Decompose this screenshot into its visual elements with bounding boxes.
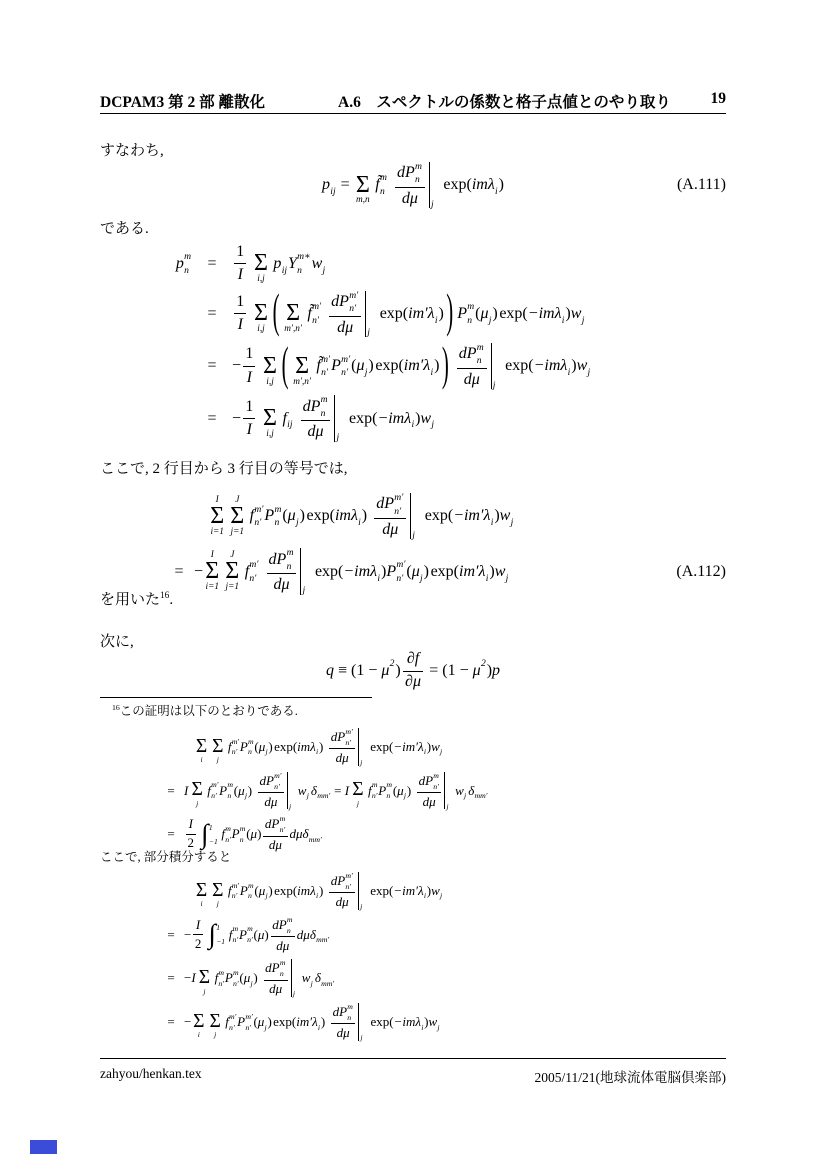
text-mochiita-pre: を用いた — [100, 592, 161, 608]
text-sunawachi: すなわち, — [100, 143, 164, 159]
footer-left-filename: zahyou/henkan.tex — [100, 1066, 202, 1081]
equation-a112-block: I Σ i=1 J Σ j=1 f m′ n′ P m n ( μ j ) exp( imλ i ) dP m′ n′ dμ j exp( −im′λ i ) w j = − I Σ i=1 J Σ j=1 f m′ n′ dP m n dμ j exp( −imλ i ) P m′ n′ ( μ j ) exp( im′λ i ) w j (A.112) — [174, 492, 726, 597]
footnote-intro-text: この証明は以下のとおりである. — [119, 704, 298, 718]
footer-rule — [100, 1058, 726, 1059]
page-number: 19 — [710, 90, 726, 107]
text-mochiita-post: . — [169, 592, 174, 608]
footnote-bubun: ここで, 部分積分すると — [100, 850, 232, 864]
equation-a111: p ij = Σ m,n f̃ m n dP m n dμ j exp( imλ i ) (A.111) — [322, 160, 726, 210]
header-rule — [100, 113, 726, 114]
text-kokode: ここで, 2 行目から 3 行目の等号では, — [100, 461, 348, 477]
footnote-equation-block-2: Σ i Σ j f m′ n′ P m n ( μ j ) exp( imλ i ) dP m′ n′ dμ j exp( −im′λ i ) w j = − $\frac{I}{2}$ ∫ 1 −1 f m n′ P m n′ ( μ ) dP m n dμ dμδ mm′ = − I Σ j f m n′ P m n′ ( μ j ) dP m n dμ j w j δ mm′ = − Σ i Σ j f m′ n′ P m′ n′ ( μ j ) exp( im′λ i ) dP m n dμ j exp( −imλ i ) w j — [167, 871, 443, 1043]
text-dearu: である. — [100, 221, 149, 237]
footnote-ref-16: 16 — [160, 591, 170, 601]
equation-block-derivation: p m n = $\frac{1}{I}$ Σ i,j p ij Y m∗ n w j = $\frac{1}{I}$ Σ i,j ( Σ m′,n′ f̃ m′ n′ dP m′ n′ dμ j exp( im′λ i ) ) P m n ( μ j ) exp( −imλ i ) w j = − $\frac{1}{I}$ Σ i,j ( Σ m′,n′ f̃ m′ n′ P m′ n′ ( μ j ) exp( im′λ i ) ) dP m n dμ j exp( −imλ i ) w j = − $\frac{1}{I}$ Σ i,j f ij dP m n dμ j exp( −imλ i ) w j — [175, 243, 591, 444]
text-tsugini: 次に, — [100, 634, 134, 650]
header-section-title: A.6 スペクトルの係数と格子点値とのやり取り — [338, 94, 671, 111]
footnote-intro — [112, 703, 298, 719]
artifact-box — [30, 1140, 57, 1154]
footnote-equation-block-1: Σ i Σ j f m′ n′ P m n ( μ j ) exp( imλ i ) dP m′ n′ dμ j exp( −im′λ i ) w j = I Σ j f m′ n′ P m n ( μ j ) dP m′ n′ dμ j w j δ mm′ = I Σ j f m n′ P m n ( μ j ) dP m n′ dμ j w j δ mm′ = $\frac{I}{2}$ ∫ 1 −1 f m n′ P m n ( μ ) dP m n′ dμ dμδ mm′ — [167, 727, 488, 853]
footnote-marker: 16 — [112, 702, 120, 712]
equation-q: q ≡ (1 − μ 2 ) $\frac{\partial f}{\partial\mu}$ = (1 − μ 2 ) p — [325, 650, 501, 691]
header-left-title: DCPAM3 第 2 部 離散化 — [100, 94, 266, 111]
footnote-rule — [100, 697, 372, 698]
footer-right-date: 2005/11/21(地球流体電脳倶楽部) — [534, 1070, 726, 1085]
text-mochiita — [100, 590, 173, 610]
